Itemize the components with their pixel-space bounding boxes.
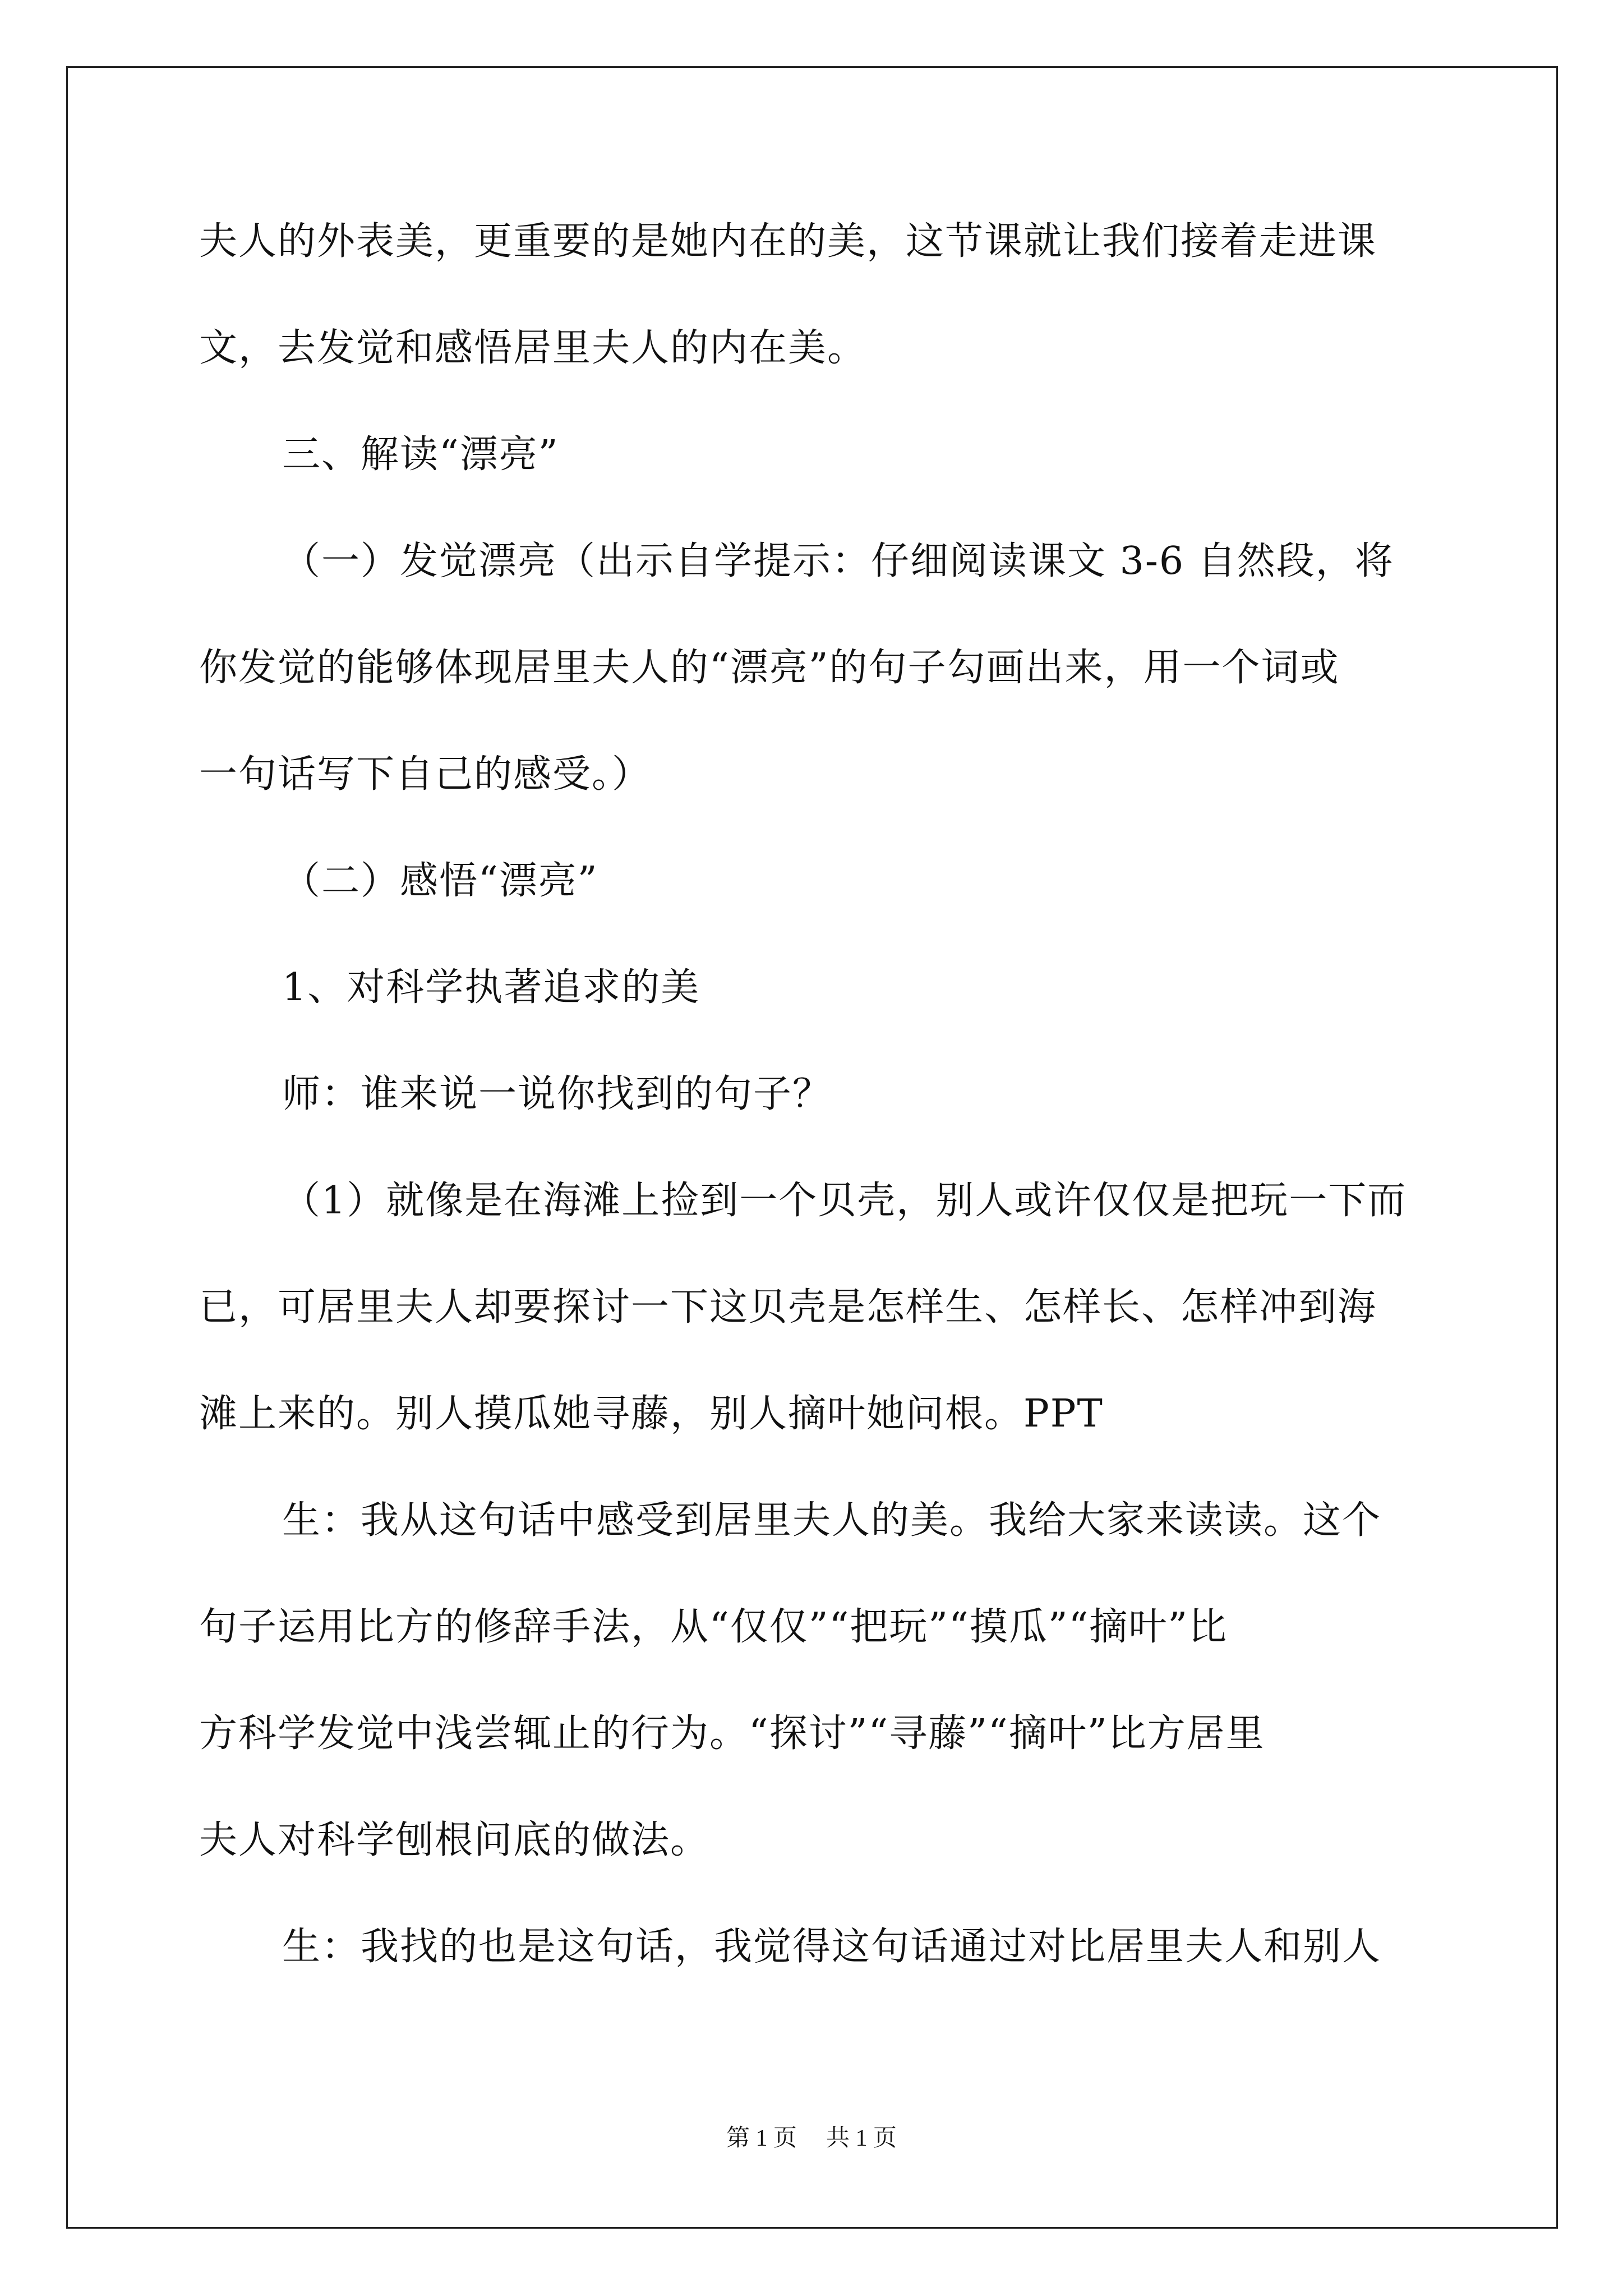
text-line: （1）就像是在海滩上捡到一个贝壳，别人或许仅仅是把玩一下而: [282, 1179, 1407, 1223]
page-footer: [0, 2122, 1623, 2155]
list-item-heading: 1、对科学执著追求的美: [282, 965, 700, 1010]
text-line: 夫人对科学刨根问底的做法。: [199, 1818, 710, 1862]
text-line: 生：我找的也是这句话，我觉得这句话通过对比居里夫人和别人: [282, 1925, 1382, 1969]
document-body: [199, 214, 1427, 2026]
text-line: 文，去发觉和感悟居里夫人的内在美。: [199, 326, 867, 370]
page-number-current: 第 1 页: [726, 2125, 797, 2151]
text-line: 你发觉的能够体现居里夫人的“漂亮”的句子勾画出来，用一个词或: [199, 646, 1340, 690]
subsection-heading: （二）感悟“漂亮”: [282, 859, 598, 903]
text-line: 一句话写下自己的感受。）: [199, 752, 652, 797]
text-line: 句子运用比方的修辞手法，从“仅仅”“把玩”“摸瓜”“摘叶”比: [199, 1605, 1228, 1649]
text-line: 方科学发觉中浅尝辄止的行为。“探讨”“寻藤”“摘叶”比方居里: [199, 1711, 1265, 1756]
text-line: 夫人的外表美，更重要的是她内在的美，这节课就让我们接着走进课: [199, 219, 1377, 264]
section-heading: 三、解读“漂亮”: [282, 432, 559, 477]
text-line: 已，可居里夫人却要探讨一下这贝壳是怎样生、怎样长、怎样冲到海: [199, 1285, 1377, 1329]
text-line: 生：我从这句话中感受到居里夫人的美。我给大家来读读。这个: [282, 1498, 1382, 1543]
text-line: 师：谁来说一说你找到的句子？: [282, 1072, 832, 1116]
subsection-heading: （一）发觉漂亮（出示自学提示：仔细阅读课文 3-6 自然段，将: [282, 539, 1394, 583]
text-line: 滩上来的。别人摸瓜她寻藤，别人摘叶她问根。PPT: [199, 1392, 1104, 1436]
page-number-total: 共 1 页: [826, 2125, 897, 2151]
